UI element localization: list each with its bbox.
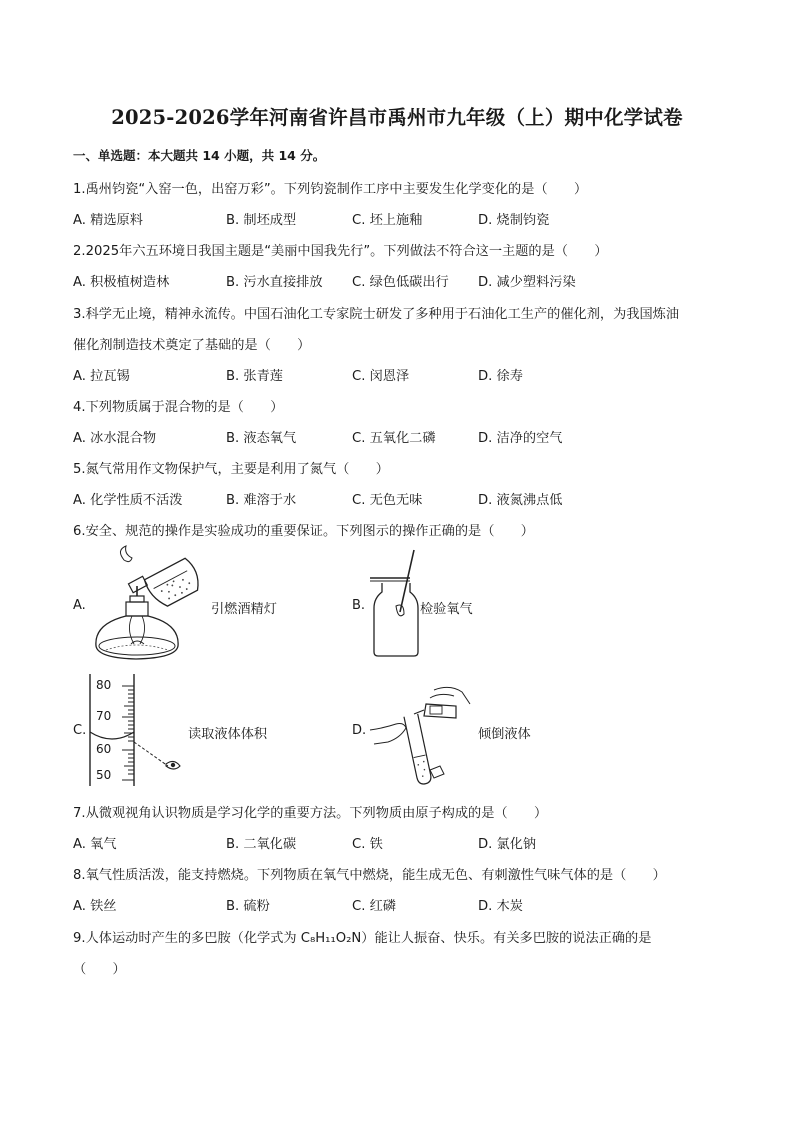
question-7-stem: 7.从微观视角认识物质是学习化学的重要方法。下列物质由原子构成的是（ ）: [73, 806, 548, 821]
question-4-stem: 4.下列物质属于混合物的是（ ）: [73, 400, 284, 415]
q7-option-a[interactable]: A. 氧气: [73, 837, 117, 852]
q2-option-d[interactable]: D. 减少塑料污染: [478, 275, 576, 290]
scale-label-60: 60: [96, 742, 112, 756]
question-1-stem: 1.禹州钧瓷“入窑一色，出窑万彩”。下列钧瓷制作工序中主要发生化学变化的是（ ）: [73, 182, 588, 197]
q8-option-a[interactable]: A. 铁丝: [73, 899, 117, 914]
q4-option-c[interactable]: C. 五氧化二磷: [352, 431, 436, 446]
figure-c-letter[interactable]: C.: [73, 723, 87, 738]
section-header: 一、单选题：本大题共 14 小题，共 14 分。: [73, 148, 326, 163]
q1-option-b[interactable]: B. 制坯成型: [226, 213, 297, 228]
q5-option-c[interactable]: C. 无色无味: [352, 493, 423, 508]
q4-option-b[interactable]: B. 液态氧气: [226, 431, 297, 446]
figure-a-letter[interactable]: A.: [73, 598, 86, 613]
question-9-stem-line-2: （ ）: [73, 962, 126, 977]
q7-option-d[interactable]: D. 氯化钠: [478, 837, 537, 852]
question-2-stem: 2.2025年六五环境日我国主题是“美丽中国我先行”。下列做法不符合这一主题的是（ ）: [73, 244, 608, 259]
q7-option-c[interactable]: C. 铁: [352, 837, 383, 852]
figure-a-caption: 引燃酒精灯: [211, 602, 277, 617]
question-3-stem-line-2: 催化剂制造技术奠定了基础的是（ ）: [73, 338, 311, 353]
q5-option-a[interactable]: A. 化学性质不活泼: [73, 493, 183, 508]
question-9-stem-line-1: 9.人体运动时产生的多巴胺（化学式为 C₈H₁₁O₂N）能让人振奋、快乐。有关多巴胺的说法正确的是: [73, 931, 652, 946]
exam-title: 2025-2026学年河南省许昌市禹州市九年级（上）期中化学试卷: [111, 106, 683, 129]
figure-d-letter[interactable]: D.: [352, 723, 367, 738]
q5-option-d[interactable]: D. 液氮沸点低: [478, 493, 563, 508]
figure-d-pouring-illustration: [370, 684, 478, 788]
figure-b-gas-jar-illustration: [368, 550, 424, 658]
q3-option-a[interactable]: A. 拉瓦锡: [73, 369, 130, 384]
scale-label-70: 70: [96, 709, 112, 723]
scale-label-80: 80: [96, 678, 112, 692]
q1-option-c[interactable]: C. 坯上施釉: [352, 213, 423, 228]
q8-option-b[interactable]: B. 硫粉: [226, 899, 270, 914]
q3-option-b[interactable]: B. 张青莲: [226, 369, 283, 384]
q1-option-a[interactable]: A. 精选原料: [73, 213, 143, 228]
q3-option-c[interactable]: C. 闵恩泽: [352, 369, 410, 384]
question-5-stem: 5.氮气常用作文物保护气，主要是利用了氮气（ ）: [73, 462, 389, 477]
question-8-stem: 8.氧气性质活泼，能支持燃烧。下列物质在氧气中燃烧，能生成无色、有刺激性气味气体的是（ ）: [73, 868, 666, 883]
q5-option-b[interactable]: B. 难溶于水: [226, 493, 297, 508]
figure-b-letter[interactable]: B.: [352, 598, 366, 613]
q2-option-c[interactable]: C. 绿色低碳出行: [352, 275, 449, 290]
figure-b-caption: 检验氧气: [420, 602, 473, 617]
scale-label-50: 50: [96, 768, 112, 782]
q3-option-d[interactable]: D. 徐寿: [478, 369, 523, 384]
q1-option-d[interactable]: D. 烧制钧瓷: [478, 213, 550, 228]
q2-option-a[interactable]: A. 积极植树造林: [73, 275, 170, 290]
q2-option-b[interactable]: B. 污水直接排放: [226, 275, 323, 290]
q7-option-b[interactable]: B. 二氧化碳: [226, 837, 297, 852]
q4-option-a[interactable]: A. 冰水混合物: [73, 431, 157, 446]
q4-option-d[interactable]: D. 洁净的空气: [478, 431, 563, 446]
q8-option-c[interactable]: C. 红磷: [352, 899, 396, 914]
q8-option-d[interactable]: D. 木炭: [478, 899, 523, 914]
question-6-stem: 6.安全、规范的操作是实验成功的重要保证。下列图示的操作正确的是（ ）: [73, 524, 534, 539]
question-3-stem-line-1: 3.科学无止境，精神永流传。中国石油化工专家院士研发了多种用于石油化工生产的催化剂，为我国炼油: [73, 307, 680, 322]
figure-d-caption: 倾倒液体: [478, 727, 531, 742]
figure-c-caption: 读取液体体积: [188, 727, 268, 742]
figure-a-alcohol-lamp-illustration: [86, 546, 216, 664]
